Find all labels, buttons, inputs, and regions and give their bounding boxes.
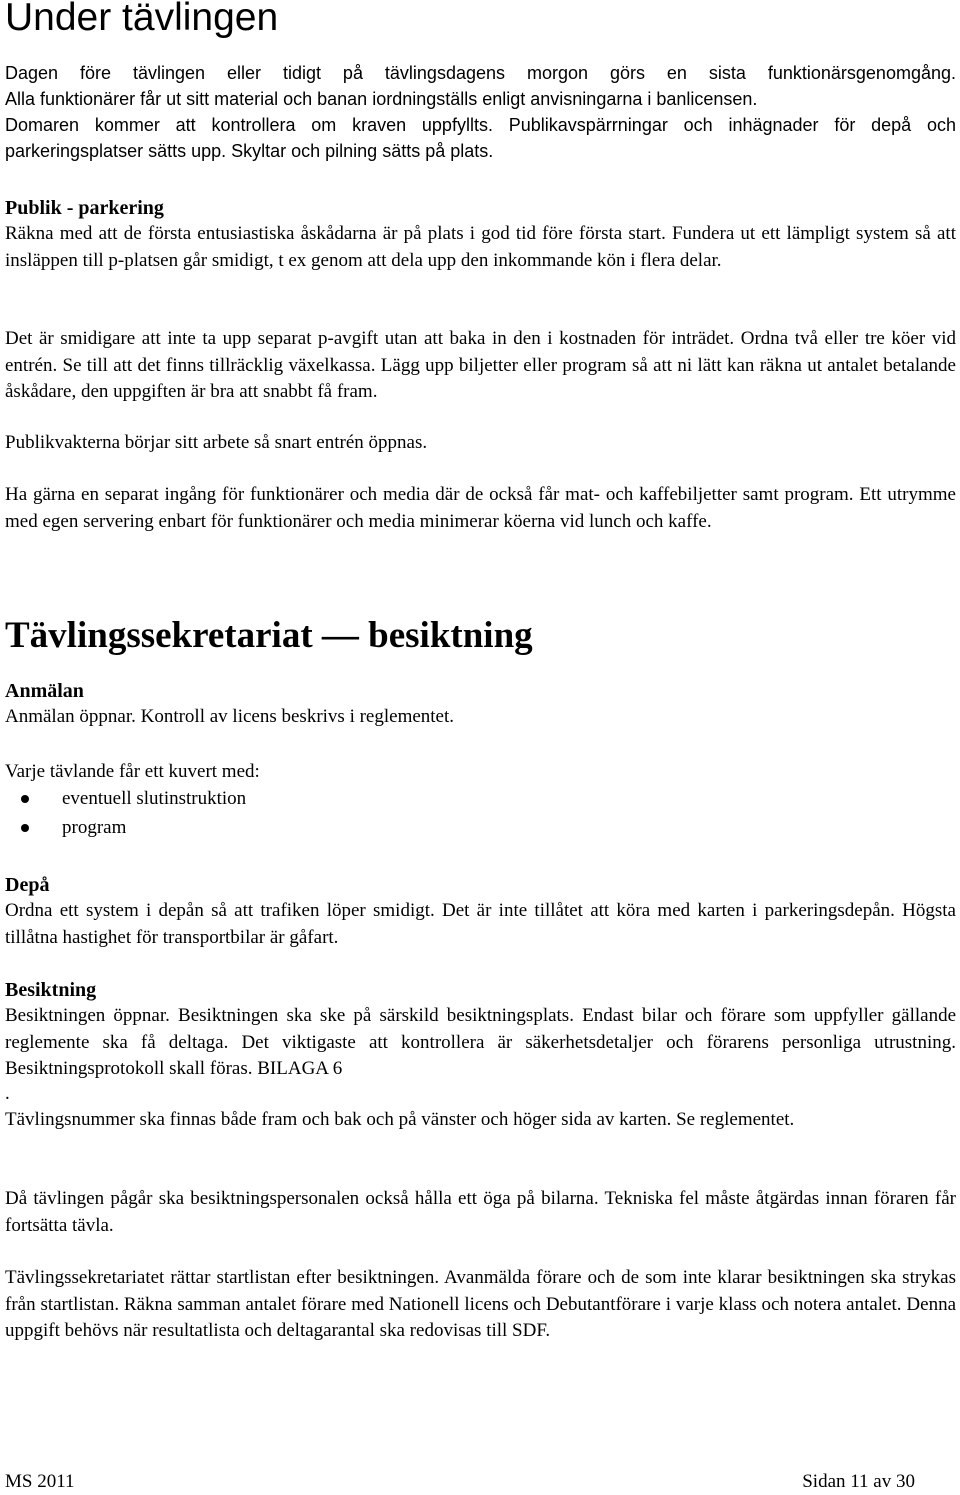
page-title: Under tävlingen: [5, 0, 279, 39]
besiktning-heading: Besiktning: [5, 979, 97, 1001]
depa-text: Ordna ett system i depån så att trafiken löper smidigt. Det är inte tillåtet att köra med karten i parkeringsdepån. Högsta tillåtna hastighet för transportbilar är gåfart.: [5, 900, 956, 948]
besiktning-paragraph-2: Tävlingsnummer ska finnas både fram och bak och på vänster och höger sida av karten. Se reglementet.: [5, 1109, 795, 1130]
bullet-icon: [21, 824, 29, 832]
bullet-icon: [21, 795, 29, 803]
section-title: Tävlingssekretariat — besiktning: [5, 615, 533, 656]
besiktning-dot: .: [5, 1083, 10, 1104]
depa-heading: Depå: [5, 874, 50, 896]
besiktning-paragraph-1: Besiktningen öppnar. Besiktningen ska ske på särskild besiktningsplats. Endast bilar och förare som uppfyller gällande reglemente ska få deltaga. Det viktigaste att kontrollera är säkerhetsdetaljer och förarens personliga utrustning. Besiktningsprotokoll skall föras. BILAGA 6: [5, 1005, 956, 1079]
page-number: Sidan 11 av 30: [802, 1471, 915, 1492]
footer-left: MS 2011: [5, 1471, 75, 1492]
intro-line-3: Domaren kommer att kontrollera om kraven uppfyllts. Publikavspärrningar och inhägnader för depå och parkeringsplatser sätts upp. Skyltar och pilning sätts på plats.: [5, 115, 956, 161]
anmalan-text: Anmälan öppnar. Kontroll av licens beskrivs i reglementet.: [5, 706, 455, 727]
publik-paragraph-2: Det är smidigare att inte ta upp separat p-avgift utan att baka in den i kostnaden för inträdet. Ordna två eller tre köer vid entrén. Se till att det finns tillräcklig växelkassa. Lägg upp biljetter eller program så att ni lätt kan räkna ut antalet betalande åskådare, den uppgiften är bra att snabbt få fram.: [5, 328, 956, 402]
besiktning-paragraph-4: Tävlingssekretariatet rättar startlistan efter besiktningen. Avanmälda förare och de som inte klarar besiktningen ska strykas från startlistan. Räkna samman antalet förare med Nationell licens och Debutantförare i varje klass och notera antalet. Denna uppgift behövs när resultatlista och deltagarantal ska redovisas till SDF.: [5, 1267, 956, 1341]
publik-paragraph-1: Räkna med att de första entusiastiska åskådarna är på plats i god tid före första start. Fundera ut ett lämpligt system så att insläppen till p-platsen går smidigt, t ex genom att dela upp den inkommande kön i flera delar.: [5, 223, 956, 271]
list-item-text: eventuell slutinstruktion: [62, 788, 247, 809]
kuvert-intro: Varje tävlande får ett kuvert med:: [5, 761, 260, 782]
intro-paragraph: [5, 60, 956, 164]
publik-heading: Publik - parkering: [5, 197, 164, 219]
publik-paragraph-3: Publikvakterna börjar sitt arbete så snart entrén öppnas.: [5, 432, 428, 453]
anmalan-heading: Anmälan: [5, 680, 84, 702]
intro-line-1: Dagen före tävlingen eller tidigt på tävlingsdagens morgon görs en sista funktionärsgenomgång.: [5, 63, 956, 83]
besiktning-paragraph-3: Då tävlingen pågår ska besiktningspersonalen också hålla ett öga på bilarna. Tekniska fel måste åtgärdas innan föraren får fortsätta tävla.: [5, 1188, 956, 1236]
intro-line-2: Alla funktionärer får ut sitt material och banan iordningställs enligt anvisningarna i banlicensen.: [5, 89, 758, 109]
publik-paragraph-4: Ha gärna en separat ingång för funktionärer och media där de också får mat- och kaffebiljetter samt program. Ett utrymme med egen servering enbart för funktionärer och media minimerar köerna vid lunch och kaffe.: [5, 484, 956, 532]
list-item-text: program: [62, 817, 127, 838]
